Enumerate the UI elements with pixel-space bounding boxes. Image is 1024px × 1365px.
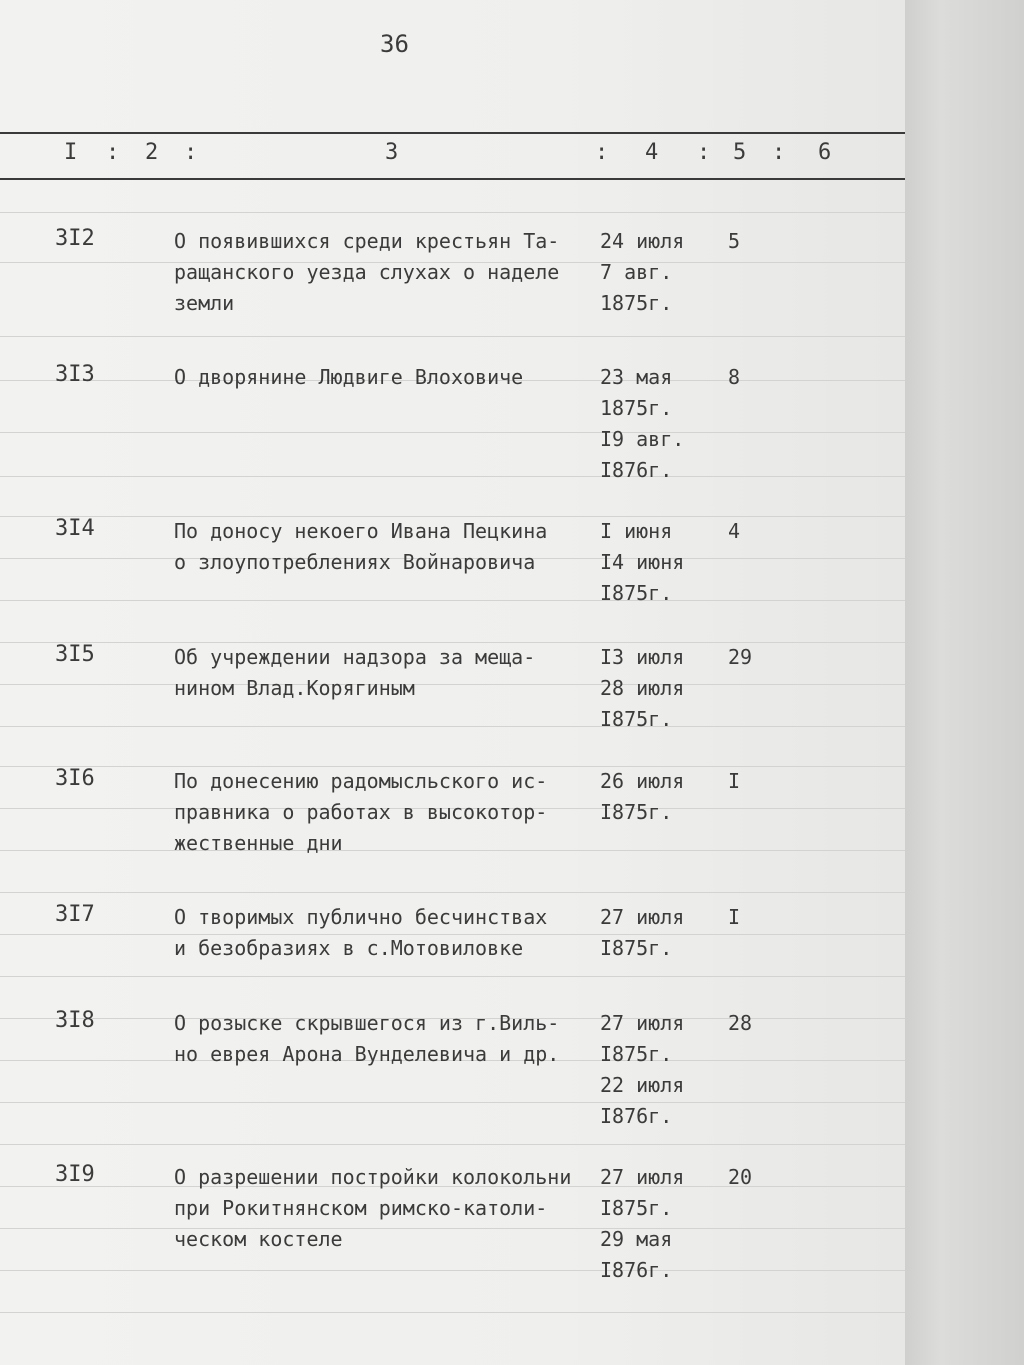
- ruled-line: [0, 212, 935, 213]
- ruled-line: [0, 1102, 935, 1103]
- title-line: земли: [174, 291, 235, 315]
- sheet-count: 8: [728, 365, 741, 389]
- entry-title: [174, 516, 604, 578]
- date-line: 23 мая: [600, 365, 673, 389]
- title-line: но еврея Арона Вунделевича и др.: [174, 1042, 560, 1066]
- entry-number: 3I7: [55, 902, 95, 927]
- ruled-line: [0, 1270, 935, 1271]
- date-line: I4 июня: [600, 550, 685, 574]
- title-line: По доносу некоего Ивана Пецкина: [174, 519, 548, 543]
- title-line: о злоупотреблениях Войнаровича: [174, 550, 536, 574]
- entry-title: [174, 362, 604, 393]
- header-bottom-rule: [0, 178, 912, 180]
- title-line: нином Влад.Корягиным: [174, 676, 415, 700]
- entry-title: [174, 902, 604, 964]
- sheet-count: I: [728, 769, 741, 793]
- ruled-line: [0, 1312, 935, 1313]
- entry-number: 3I9: [55, 1162, 95, 1187]
- ruled-line: [0, 892, 935, 893]
- column-header-1: I: [64, 140, 78, 165]
- ruled-line: [0, 476, 935, 477]
- ruled-line: [0, 726, 935, 727]
- column-separator: :: [595, 140, 609, 165]
- title-line: и безобразиях в с.Мотовиловке: [174, 936, 524, 960]
- date-line: 26 июля: [600, 769, 685, 793]
- title-line: правника о работах в высокотор-: [174, 800, 548, 824]
- date-line: 27 июля: [600, 905, 685, 929]
- entry-title: [174, 642, 604, 704]
- column-separator: :: [772, 140, 786, 165]
- date-line: I876г.: [600, 1258, 673, 1282]
- entry-dates: [600, 1162, 720, 1286]
- entry-number: 3I2: [55, 226, 95, 251]
- sheet-count: 4: [728, 519, 741, 543]
- sheet-count: 28: [728, 1011, 753, 1035]
- date-line: I3 июля: [600, 645, 685, 669]
- entry-title: [174, 1162, 604, 1255]
- date-line: 22 июля: [600, 1073, 685, 1097]
- title-line: Об учреждении надзора за меща-: [174, 645, 536, 669]
- date-line: I875г.: [600, 1196, 673, 1220]
- date-line: 24 июля: [600, 229, 685, 253]
- page-edge-shadow: [905, 0, 1024, 1365]
- date-line: 7 авг.: [600, 260, 673, 284]
- sheet-count: 5: [728, 229, 741, 253]
- title-line: О дворянине Людвиге Влоховиче: [174, 365, 524, 389]
- entry-title: [174, 1008, 604, 1070]
- date-line: 28 июля: [600, 676, 685, 700]
- title-line: ращанского уезда слухах о наделе: [174, 260, 560, 284]
- title-line: О разрешении постройки колокольни: [174, 1165, 572, 1189]
- title-line: при Рокитнянском римско-католи-: [174, 1196, 548, 1220]
- date-line: I876г.: [600, 458, 673, 482]
- column-separator: :: [697, 140, 711, 165]
- date-line: 1875г.: [600, 396, 673, 420]
- title-line: По донесению радомысльского ис-: [174, 769, 548, 793]
- title-line: жественные дни: [174, 831, 343, 855]
- date-line: I875г.: [600, 707, 673, 731]
- entry-number: 3I4: [55, 516, 95, 541]
- ruled-line: [0, 976, 935, 977]
- title-line: ческом костеле: [174, 1227, 343, 1251]
- entry-dates: [600, 766, 720, 828]
- date-line: I9 авг.: [600, 427, 685, 451]
- sheet-count: 20: [728, 1165, 753, 1189]
- entry-dates: [600, 642, 720, 735]
- entry-number: 3I5: [55, 642, 95, 667]
- date-line: 29 мая: [600, 1227, 673, 1251]
- page-number: 36: [380, 30, 409, 58]
- title-line: О появившихся среди крестьян Та-: [174, 229, 560, 253]
- entry-dates: [600, 226, 720, 319]
- ruled-line: [0, 336, 935, 337]
- entry-title: [174, 766, 604, 859]
- sheet-count: 29: [728, 645, 753, 669]
- column-header-4: 4: [645, 140, 659, 165]
- date-line: I875г.: [600, 1042, 673, 1066]
- entry-number: 3I3: [55, 362, 95, 387]
- entry-dates: [600, 516, 720, 609]
- entry-dates: [600, 1008, 720, 1132]
- date-line: 27 июля: [600, 1165, 685, 1189]
- ruled-line: [0, 432, 935, 433]
- entry-title: [174, 226, 604, 319]
- column-header-3: 3: [385, 140, 399, 165]
- date-line: 1875г.: [600, 291, 673, 315]
- entry-number: 3I6: [55, 766, 95, 791]
- ruled-line: [0, 600, 935, 601]
- header-top-rule: [0, 132, 912, 134]
- title-line: О розыске скрывшегося из г.Виль-: [174, 1011, 560, 1035]
- title-line: О творимых публично бесчинствах: [174, 905, 548, 929]
- date-line: I876г.: [600, 1104, 673, 1128]
- column-header-2: 2: [145, 140, 159, 165]
- column-header-5: 5: [733, 140, 747, 165]
- date-line: I875г.: [600, 800, 673, 824]
- ruled-line: [0, 1144, 935, 1145]
- date-line: I875г.: [600, 581, 673, 605]
- column-header-6: 6: [818, 140, 832, 165]
- date-line: 27 июля: [600, 1011, 685, 1035]
- column-separator: :: [184, 140, 198, 165]
- date-line: I июня: [600, 519, 673, 543]
- sheet-count: I: [728, 905, 741, 929]
- entry-dates: [600, 902, 720, 964]
- column-separator: :: [106, 140, 120, 165]
- entry-number: 3I8: [55, 1008, 95, 1033]
- entry-dates: [600, 362, 720, 486]
- date-line: I875г.: [600, 936, 673, 960]
